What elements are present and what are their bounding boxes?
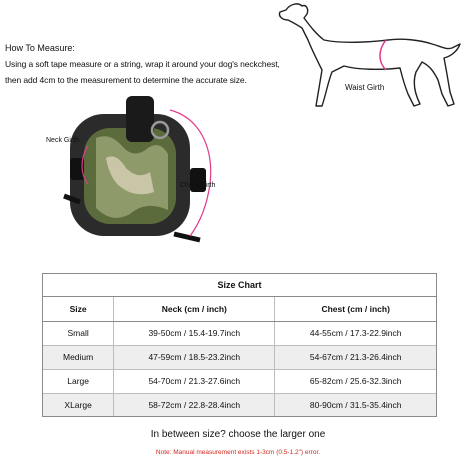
size-cell: Large xyxy=(43,369,114,393)
measure-instruction-line-2: then add 4cm to the measurement to determine the accurate size. xyxy=(5,75,247,85)
size-cell: XLarge xyxy=(43,393,114,416)
neck-cell: 47-59cm / 18.5-23.2inch xyxy=(114,345,275,369)
header-chest: Chest (cm / inch) xyxy=(275,297,436,322)
table-row xyxy=(43,345,436,369)
measure-instruction-line-1: Using a soft tape measure or a string, wrap it around your dog's neckchest, xyxy=(5,59,280,69)
harness-illustration xyxy=(50,88,250,253)
size-advice: In between size? choose the larger one xyxy=(150,429,326,440)
neck-girth-label: Neck Girth xyxy=(46,137,80,144)
size-chart-table xyxy=(43,274,436,416)
chest-girth-label: Chest Girth xyxy=(180,182,216,189)
table-row xyxy=(43,322,436,346)
table-row xyxy=(43,369,436,393)
size-chart xyxy=(42,273,437,417)
table-row xyxy=(43,393,436,416)
neck-cell: 39-50cm / 15.4-19.7inch xyxy=(114,322,275,346)
header-size: Size xyxy=(43,297,114,322)
measurement-note: Note: Manual measurement exists 1-3cm (0.5-1.2") error. xyxy=(155,449,321,456)
neck-cell: 54-70cm / 21.3-27.6inch xyxy=(114,369,275,393)
size-chart-title: Size Chart xyxy=(43,274,436,297)
dog-outline-illustration xyxy=(262,0,476,115)
measure-title: How To Measure: xyxy=(5,43,75,53)
chest-cell: 54-67cm / 21.3-26.4inch xyxy=(275,345,436,369)
size-cell: Small xyxy=(43,322,114,346)
chest-cell: 80-90cm / 31.5-35.4inch xyxy=(275,393,436,416)
size-cell: Medium xyxy=(43,345,114,369)
chest-cell: 65-82cm / 25.6-32.3inch xyxy=(275,369,436,393)
chest-cell: 44-55cm / 17.3-22.9inch xyxy=(275,322,436,346)
size-chart-header-row xyxy=(43,297,436,322)
header-neck: Neck (cm / inch) xyxy=(114,297,275,322)
neck-cell: 58-72cm / 22.8-28.4inch xyxy=(114,393,275,416)
waist-girth-label: Waist Girth xyxy=(345,83,385,92)
